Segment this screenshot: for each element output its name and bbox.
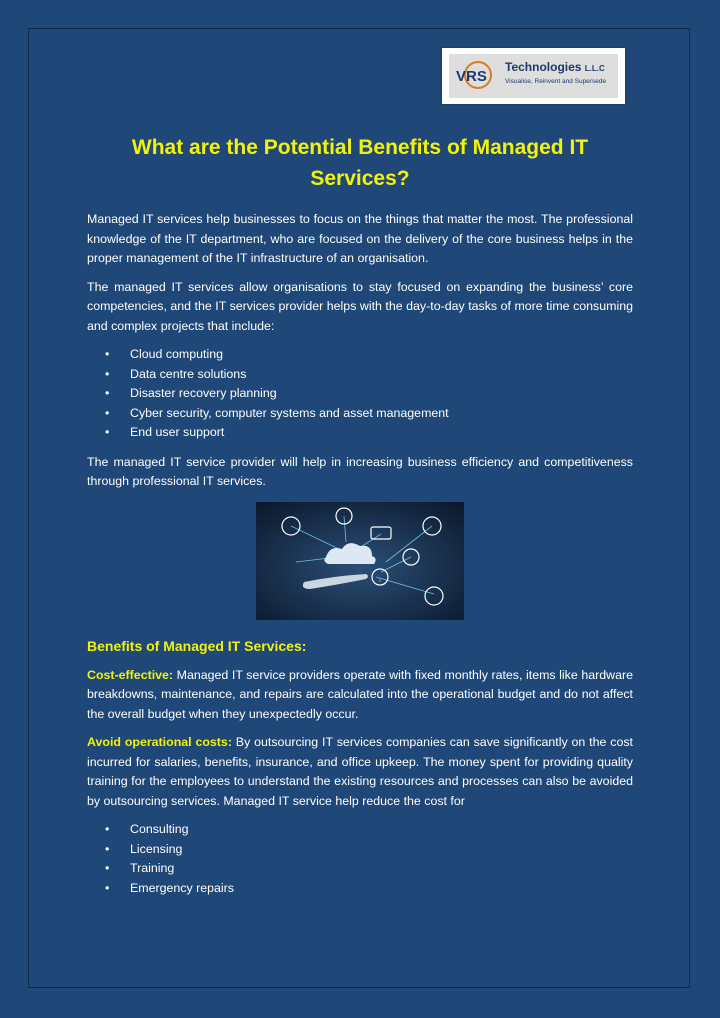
cost-effective-label: Cost-effective:	[87, 667, 174, 682]
projects-list	[87, 345, 633, 443]
logo-name: Technologies L.L.C	[505, 60, 605, 74]
cost-effective-paragraph: Cost-effective: Managed IT service providers operate with fixed monthly rates, items like hardware breakdowns, maintenance, and repairs are calculated into the operational budget and do not affect the overall budget when they unexpectedly occur.	[87, 667, 633, 721]
list-item: • End user support	[130, 423, 633, 443]
closing-paragraph: The managed IT service provider will help in increasing business efficiency and competitiveness through professional IT services.	[87, 454, 633, 488]
article-body	[87, 210, 633, 908]
cost-items-list	[87, 820, 633, 898]
vrs-logo-mark-icon	[453, 60, 503, 90]
list-item: • Emergency repairs	[130, 879, 633, 899]
list-item: • Data centre solutions	[130, 365, 633, 385]
avoid-costs-label: Avoid operational costs:	[87, 735, 232, 749]
page-title: What are the Potential Benefits of Managed IT Services?	[131, 136, 589, 190]
intro-paragraph-2: The managed IT services allow organisations to stay focused on expanding the business’ core competencies, and the IT services provider helps with the day-to-day tasks of more time consuming and complex projects that include:	[87, 279, 633, 333]
company-logo	[442, 48, 625, 104]
svg-text:VRS: VRS	[456, 68, 487, 85]
list-item: • Consulting	[130, 820, 633, 840]
cloud-network-illustration	[256, 502, 464, 620]
list-item: • Disaster recovery planning	[130, 384, 633, 404]
list-item: • Licensing	[130, 840, 633, 860]
intro-paragraph-1: Managed IT services help businesses to focus on the things that matter the most. The professional knowledge of the IT department, who are focused on the delivery of the core business helps in the proper management of the IT infrastructure of an organisation.	[87, 212, 633, 265]
list-item: • Training	[130, 859, 633, 879]
logo-tagline: Visualise, Reinvent and Supersede	[505, 78, 607, 85]
avoid-costs-paragraph: Avoid operational costs: By outsourcing IT services companies can save significantly on the cost incurred for salaries, benefits, insurance, and office upkeep. The money spent for providing quality training for the employees to understand the existing resources and processes can also be avoided by outsourcing services. Managed IT service help reduce the cost for	[87, 735, 633, 808]
benefits-heading: Benefits of Managed IT Services:	[87, 637, 307, 654]
list-item: • Cyber security, computer systems and asset management	[130, 404, 633, 424]
list-item: • Cloud computing	[130, 345, 633, 365]
